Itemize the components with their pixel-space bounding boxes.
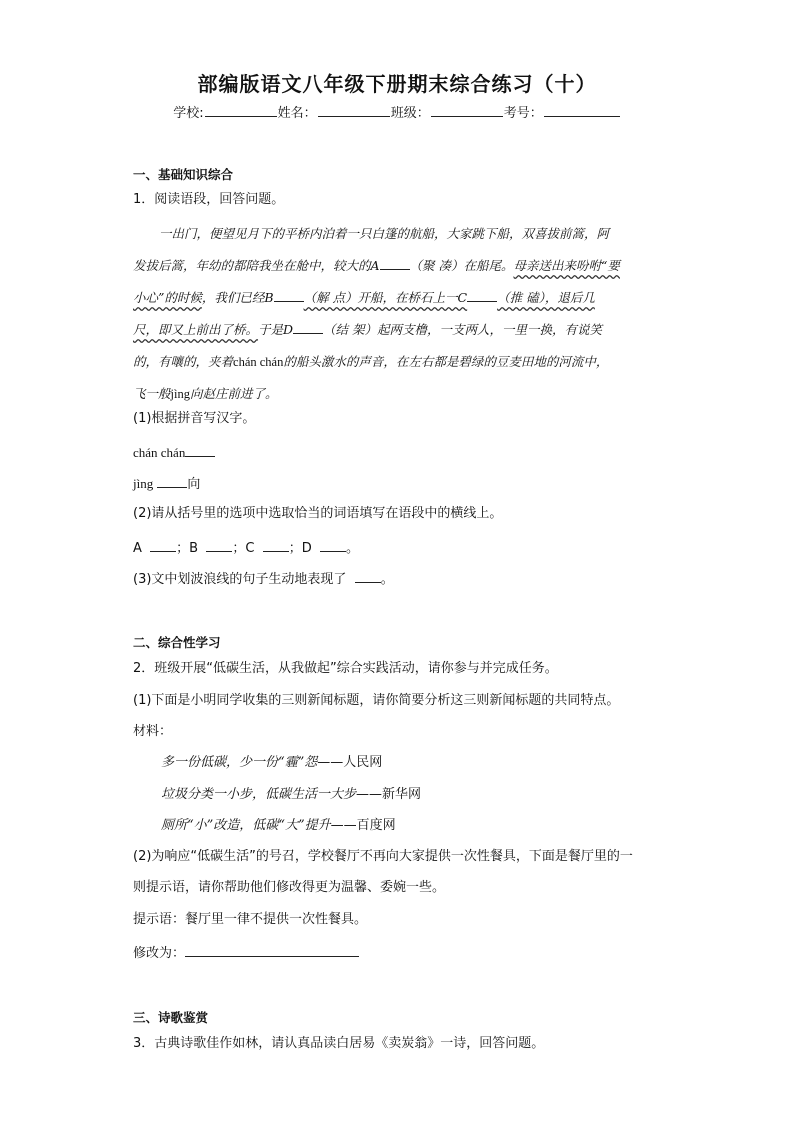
sub-question-2-2-line-1: (2)为响应“低碳生活”的号召，学校餐厅不再向大家提供一次性餐具，下面是餐厅里的一 bbox=[133, 849, 633, 864]
answer-blank-3[interactable] bbox=[355, 568, 381, 583]
headline-2: 垃圾分类一小步，低碳生活一大步——新华网 bbox=[161, 787, 422, 802]
sub-question-2-2-line-2: 则提示语，请你帮助他们修改得更为温馨、委婉一些。 bbox=[133, 880, 446, 895]
exam-number-label: 考号： bbox=[503, 106, 543, 121]
pinyin-item-2: jìng 向 bbox=[133, 473, 200, 494]
pinyin-blank-1[interactable] bbox=[185, 442, 215, 457]
class-blank[interactable] bbox=[431, 102, 503, 117]
passage-line-6: 飞一般jìng向赵庄前进了。 bbox=[133, 386, 278, 401]
passage-line-2: 发拔后篙，年幼的都陪我坐在舱中，较大的A （聚 凑）在船尾。母亲送出来吩咐“要 bbox=[133, 250, 661, 282]
blank-b[interactable] bbox=[274, 287, 304, 302]
answer-blank-a[interactable] bbox=[150, 537, 176, 552]
section-heading-1: 一、基础知识综合 bbox=[133, 167, 234, 182]
name-label: 姓名： bbox=[277, 106, 317, 121]
revise-answer-blank[interactable] bbox=[185, 942, 359, 957]
answer-blank-d[interactable] bbox=[320, 537, 346, 552]
reading-passage bbox=[133, 218, 661, 410]
blank-a[interactable] bbox=[380, 255, 410, 270]
blank-d[interactable] bbox=[293, 319, 323, 334]
wavy-sentence: 母亲送出来吩咐“要 bbox=[513, 258, 620, 273]
pinyin-item-1: chán chán bbox=[133, 442, 215, 463]
headline-1: 多一份低碳，少一份“霾”怨——人民网 bbox=[161, 755, 383, 770]
answer-blank-c[interactable] bbox=[263, 537, 289, 552]
class-label: 班级： bbox=[390, 106, 430, 121]
question-3-stem: 3．古典诗歌佳作如林，请认真品读白居易《卖炭翁》一诗，回答问题。 bbox=[133, 1036, 545, 1051]
section-heading-3: 三、诗歌鉴赏 bbox=[133, 1010, 209, 1025]
headline-3: 厕所“小”改造，低碳“大”提升——百度网 bbox=[161, 818, 396, 833]
passage-line-5: 的，有嚷的，夹着chán chán的船头激水的声音，在左右都是碧绿的豆麦田地的河流中， bbox=[133, 354, 609, 369]
prompt-sentence: 提示语：餐厅里一律不提供一次性餐具。 bbox=[133, 912, 368, 927]
name-blank[interactable] bbox=[318, 102, 390, 117]
school-blank[interactable] bbox=[205, 102, 277, 117]
blank-c[interactable] bbox=[467, 287, 497, 302]
question-1-stem: 1．阅读语段，回答问题。 bbox=[133, 192, 285, 207]
revise-row: 修改为： bbox=[133, 942, 359, 963]
passage-line-4: 尺，即又上前出了桥。于是D （结 架）起两支橹，一支两人，一里一换，有说笑 bbox=[133, 314, 661, 346]
question-2-stem: 2．班级开展“低碳生活，从我做起”综合实践活动，请你参与并完成任务。 bbox=[133, 661, 558, 676]
answer-blank-b[interactable] bbox=[206, 537, 232, 552]
sub-question-1-3: (3)文中划波浪线的句子生动地表现了 。 bbox=[133, 568, 394, 589]
passage-line-1: 一出门，便望见月下的平桥内泊着一只白篷的航船，大家跳下船，双喜拔前篙，阿 bbox=[159, 226, 610, 241]
material-label: 材料： bbox=[133, 724, 173, 739]
sub-question-1-2: (2)请从括号里的选项中选取恰当的词语填写在语段中的横线上。 bbox=[133, 506, 503, 521]
passage-line-3: 小心”的时候，我们已经B （解 点）开船，在桥石上一C （推 磕），退后几 bbox=[133, 282, 661, 314]
school-label: 学校: bbox=[173, 106, 204, 121]
page-title: 部编版语文八年级下册期末综合练习（十） bbox=[197, 72, 597, 96]
sub-question-2-1: (1)下面是小明同学收集的三则新闻标题，请你简要分析这三则新闻标题的共同特点。 bbox=[133, 693, 620, 708]
pinyin-blank-2[interactable] bbox=[157, 473, 187, 488]
student-info-row bbox=[0, 102, 794, 121]
exam-number-blank[interactable] bbox=[544, 102, 620, 117]
section-heading-2: 二、综合性学习 bbox=[133, 635, 221, 650]
fill-answers-row: A ；B ；C ；D 。 bbox=[133, 537, 359, 558]
sub-question-1-1: (1)根据拼音写汉字。 bbox=[133, 411, 256, 426]
